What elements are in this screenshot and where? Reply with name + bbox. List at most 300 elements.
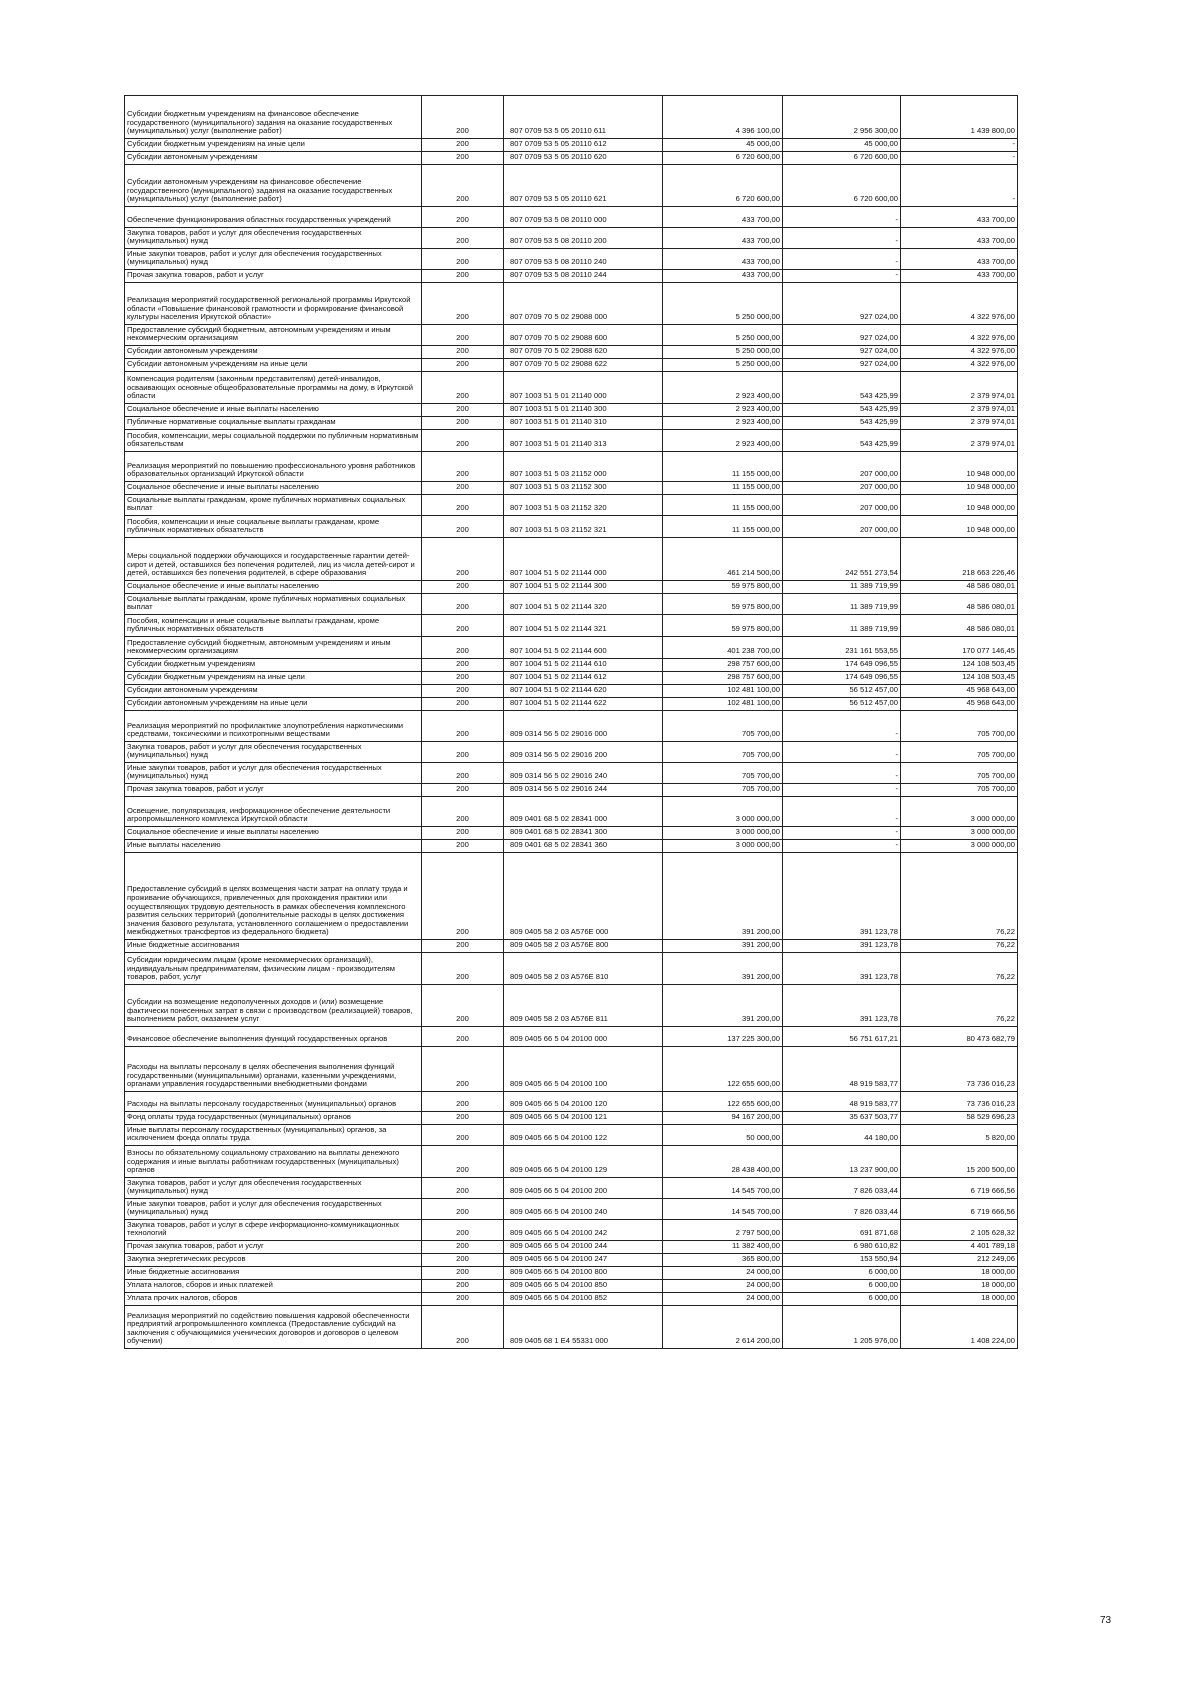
row-remaining-amount: 73 736 016,23 <box>901 1047 1018 1092</box>
row-kbk-cell: 807 0709 53 5 05 20110 611 <box>504 96 663 139</box>
row-remaining-amount: 2 379 974,01 <box>901 372 1018 404</box>
row-remaining-amount: 3 000 000,00 <box>901 840 1018 853</box>
row-kbk-cell: 809 0401 68 5 02 28341 300 <box>504 827 663 840</box>
table-row <box>125 417 1018 430</box>
row-name-cell: Пособия, компенсации и иные социальные выплаты гражданам, кроме публичных нормативных обязательств <box>125 615 422 637</box>
row-name-cell: Публичные нормативные социальные выплаты гражданам <box>125 417 422 430</box>
row-code-cell: 200 <box>422 840 504 853</box>
row-executed-amount: 391 123,78 <box>783 953 901 985</box>
row-executed-amount: - <box>783 840 901 853</box>
row-name-cell: Социальное обеспечение и иные выплаты населению <box>125 581 422 594</box>
table-row <box>125 404 1018 417</box>
row-name-cell: Уплата налогов, сборов и иных платежей <box>125 1280 422 1293</box>
row-code-cell: 200 <box>422 1146 504 1178</box>
row-kbk-cell: 809 0405 66 5 04 20100 242 <box>504 1220 663 1241</box>
row-kbk-cell: 809 0405 66 5 04 20100 800 <box>504 1267 663 1280</box>
row-code-cell: 200 <box>422 827 504 840</box>
row-code-cell: 200 <box>422 270 504 283</box>
row-plan-amount: 122 655 600,00 <box>663 1047 783 1092</box>
row-code-cell: 200 <box>422 165 504 207</box>
table-row <box>125 953 1018 985</box>
table-row <box>125 840 1018 853</box>
row-executed-amount: 543 425,99 <box>783 404 901 417</box>
row-plan-amount: 59 975 800,00 <box>663 615 783 637</box>
row-code-cell: 200 <box>422 372 504 404</box>
row-plan-amount: 102 481 100,00 <box>663 685 783 698</box>
row-remaining-amount: 48 586 080,01 <box>901 581 1018 594</box>
row-plan-amount: 11 155 000,00 <box>663 482 783 495</box>
table-row <box>125 1092 1018 1112</box>
row-plan-amount: 3 000 000,00 <box>663 840 783 853</box>
row-name-cell: Закупка товаров, работ и услуг в сфере информационно-коммуникационных технологий <box>125 1220 422 1241</box>
row-code-cell: 200 <box>422 1092 504 1112</box>
row-plan-amount: 705 700,00 <box>663 763 783 784</box>
row-name-cell: Прочая закупка товаров, работ и услуг <box>125 270 422 283</box>
row-remaining-amount: 705 700,00 <box>901 742 1018 763</box>
row-code-cell: 200 <box>422 1280 504 1293</box>
row-name-cell: Реализация мероприятий по содействию повышения кадровой обеспеченности предприятий агропромышленного комплекса (Предоставление субсидий на заключения с обучающимися ученических договоров и договоров о целевом обучении) <box>125 1306 422 1349</box>
row-name-cell: Субсидии бюджетным учреждениям на иные цели <box>125 672 422 685</box>
row-plan-amount: 2 923 400,00 <box>663 430 783 452</box>
row-executed-amount: 153 550,94 <box>783 1254 901 1267</box>
row-executed-amount: 11 389 719,99 <box>783 594 901 615</box>
table-row <box>125 685 1018 698</box>
row-name-cell: Социальное обеспечение и иные выплаты населению <box>125 482 422 495</box>
row-remaining-amount: 10 948 000,00 <box>901 482 1018 495</box>
row-code-cell: 200 <box>422 482 504 495</box>
row-remaining-amount: 18 000,00 <box>901 1267 1018 1280</box>
row-remaining-amount: 73 736 016,23 <box>901 1092 1018 1112</box>
row-remaining-amount: 76,22 <box>901 940 1018 953</box>
row-plan-amount: 3 000 000,00 <box>663 797 783 827</box>
row-code-cell: 200 <box>422 1178 504 1199</box>
table-row <box>125 659 1018 672</box>
row-plan-amount: 11 155 000,00 <box>663 495 783 516</box>
row-remaining-amount: 1 408 224,00 <box>901 1306 1018 1349</box>
budget-execution-table <box>124 95 1018 1349</box>
table-row <box>125 672 1018 685</box>
row-remaining-amount: 2 379 974,01 <box>901 404 1018 417</box>
row-plan-amount: 11 155 000,00 <box>663 452 783 482</box>
row-executed-amount: 48 919 583,77 <box>783 1092 901 1112</box>
row-name-cell: Субсидии бюджетным учреждениям на иные цели <box>125 139 422 152</box>
row-name-cell: Фонд оплаты труда государственных (муниципальных) органов <box>125 1112 422 1125</box>
row-remaining-amount: 2 105 628,32 <box>901 1220 1018 1241</box>
row-kbk-cell: 807 1004 51 5 02 21144 320 <box>504 594 663 615</box>
table-row <box>125 581 1018 594</box>
table-row <box>125 1027 1018 1047</box>
table-row <box>125 985 1018 1027</box>
row-code-cell: 200 <box>422 1254 504 1267</box>
row-remaining-amount: - <box>901 165 1018 207</box>
row-kbk-cell: 807 0709 53 5 05 20110 621 <box>504 165 663 207</box>
row-name-cell: Социальное обеспечение и иные выплаты населению <box>125 404 422 417</box>
row-code-cell: 200 <box>422 359 504 372</box>
row-plan-amount: 391 200,00 <box>663 985 783 1027</box>
row-name-cell: Иные закупки товаров, работ и услуг для обеспечения государственных (муниципальных) нужд <box>125 249 422 270</box>
row-name-cell: Прочая закупка товаров, работ и услуг <box>125 1241 422 1254</box>
row-kbk-cell: 809 0405 66 5 04 20100 247 <box>504 1254 663 1267</box>
row-plan-amount: 24 000,00 <box>663 1280 783 1293</box>
row-remaining-amount: 6 719 666,56 <box>901 1178 1018 1199</box>
row-kbk-cell: 807 1003 51 5 03 21152 320 <box>504 495 663 516</box>
row-kbk-cell: 807 0709 53 5 05 20110 612 <box>504 139 663 152</box>
row-code-cell: 200 <box>422 516 504 538</box>
row-kbk-cell: 809 0405 66 5 04 20100 120 <box>504 1092 663 1112</box>
row-plan-amount: 94 167 200,00 <box>663 1112 783 1125</box>
row-executed-amount: 6 720 600,00 <box>783 165 901 207</box>
row-name-cell: Пособия, компенсации и иные социальные выплаты гражданам, кроме публичных нормативных обязательств <box>125 516 422 538</box>
row-remaining-amount: 48 586 080,01 <box>901 594 1018 615</box>
row-name-cell: Расходы на выплаты персоналу в целях обеспечения выполнения функций государственными (муниципальными) органами, казенными учреждениями, органами управления государственными внебюджетными фондами <box>125 1047 422 1092</box>
row-kbk-cell: 807 1004 51 5 02 21144 300 <box>504 581 663 594</box>
row-executed-amount: 543 425,99 <box>783 372 901 404</box>
row-kbk-cell: 809 0314 56 5 02 29016 244 <box>504 784 663 797</box>
table-row <box>125 637 1018 659</box>
row-kbk-cell: 807 1003 51 5 03 21152 300 <box>504 482 663 495</box>
table-row <box>125 1047 1018 1092</box>
row-name-cell: Иные выплаты населению <box>125 840 422 853</box>
row-plan-amount: 4 396 100,00 <box>663 96 783 139</box>
row-plan-amount: 461 214 500,00 <box>663 538 783 581</box>
row-plan-amount: 24 000,00 <box>663 1267 783 1280</box>
table-row <box>125 430 1018 452</box>
row-code-cell: 200 <box>422 430 504 452</box>
row-code-cell: 200 <box>422 1293 504 1306</box>
row-executed-amount: 48 919 583,77 <box>783 1047 901 1092</box>
table-row <box>125 1306 1018 1349</box>
table-row <box>125 594 1018 615</box>
row-remaining-amount: 58 529 696,23 <box>901 1112 1018 1125</box>
row-plan-amount: 433 700,00 <box>663 249 783 270</box>
row-plan-amount: 59 975 800,00 <box>663 594 783 615</box>
row-plan-amount: 102 481 100,00 <box>663 698 783 711</box>
row-executed-amount: 927 024,00 <box>783 346 901 359</box>
row-remaining-amount: - <box>901 152 1018 165</box>
row-kbk-cell: 807 0709 53 5 08 20110 000 <box>504 207 663 228</box>
table-row <box>125 827 1018 840</box>
table-row <box>125 96 1018 139</box>
row-code-cell: 200 <box>422 404 504 417</box>
row-remaining-amount: 76,22 <box>901 985 1018 1027</box>
row-code-cell: 200 <box>422 615 504 637</box>
row-name-cell: Социальное обеспечение и иные выплаты населению <box>125 827 422 840</box>
row-executed-amount: - <box>783 797 901 827</box>
row-remaining-amount: - <box>901 139 1018 152</box>
table-row <box>125 346 1018 359</box>
row-remaining-amount: 4 322 976,00 <box>901 325 1018 346</box>
row-plan-amount: 59 975 800,00 <box>663 581 783 594</box>
row-remaining-amount: 18 000,00 <box>901 1280 1018 1293</box>
row-name-cell: Финансовое обеспечение выполнения функций государственных органов <box>125 1027 422 1047</box>
table-row <box>125 853 1018 940</box>
row-name-cell: Субсидии автономным учреждениям <box>125 346 422 359</box>
row-executed-amount: 207 000,00 <box>783 495 901 516</box>
row-plan-amount: 2 614 200,00 <box>663 1306 783 1349</box>
row-name-cell: Субсидии автономным учреждениям на иные цели <box>125 698 422 711</box>
table-row <box>125 1280 1018 1293</box>
row-plan-amount: 365 800,00 <box>663 1254 783 1267</box>
row-plan-amount: 433 700,00 <box>663 270 783 283</box>
row-executed-amount: 44 180,00 <box>783 1125 901 1146</box>
row-kbk-cell: 807 1003 51 5 03 21152 000 <box>504 452 663 482</box>
row-executed-amount: 927 024,00 <box>783 283 901 325</box>
row-plan-amount: 137 225 300,00 <box>663 1027 783 1047</box>
row-remaining-amount: 705 700,00 <box>901 711 1018 742</box>
row-code-cell: 200 <box>422 96 504 139</box>
row-remaining-amount: 1 439 800,00 <box>901 96 1018 139</box>
row-name-cell: Меры социальной поддержки обучающихся и государственные гарантии детей-сирот и детей, оставшихся без попечения родителей, лиц из числа детей-сирот и детей, оставшихся без попечения родителей, в сфере образования <box>125 538 422 581</box>
row-remaining-amount: 218 663 226,46 <box>901 538 1018 581</box>
row-code-cell: 200 <box>422 1199 504 1220</box>
row-code-cell: 200 <box>422 797 504 827</box>
row-code-cell: 200 <box>422 325 504 346</box>
row-code-cell: 200 <box>422 538 504 581</box>
row-remaining-amount: 45 968 643,00 <box>901 685 1018 698</box>
row-kbk-cell: 809 0405 58 2 03 A576E 800 <box>504 940 663 953</box>
row-kbk-cell: 807 0709 53 5 08 20110 240 <box>504 249 663 270</box>
row-executed-amount: 6 000,00 <box>783 1293 901 1306</box>
row-code-cell: 200 <box>422 1047 504 1092</box>
row-executed-amount: 45 000,00 <box>783 139 901 152</box>
table-row <box>125 784 1018 797</box>
row-executed-amount: 927 024,00 <box>783 325 901 346</box>
row-remaining-amount: 4 322 976,00 <box>901 359 1018 372</box>
row-executed-amount: 56 512 457,00 <box>783 685 901 698</box>
row-kbk-cell: 809 0401 68 5 02 28341 360 <box>504 840 663 853</box>
row-name-cell: Субсидии бюджетным учреждениям на финансовое обеспечение государственного (муниципального) задания на оказание государственных (муниципальных) услуг (выполнение работ) <box>125 96 422 139</box>
row-name-cell: Прочая закупка товаров, работ и услуг <box>125 784 422 797</box>
row-remaining-amount: 5 820,00 <box>901 1125 1018 1146</box>
row-code-cell: 200 <box>422 495 504 516</box>
row-code-cell: 200 <box>422 685 504 698</box>
row-name-cell: Субсидии бюджетным учреждениям <box>125 659 422 672</box>
row-plan-amount: 6 720 600,00 <box>663 152 783 165</box>
row-kbk-cell: 809 0405 66 5 04 20100 129 <box>504 1146 663 1178</box>
row-code-cell: 200 <box>422 853 504 940</box>
row-name-cell: Взносы по обязательному социальному страхованию на выплаты денежного содержания и иные выплаты работникам государственных (муниципальных) органов <box>125 1146 422 1178</box>
row-remaining-amount: 2 379 974,01 <box>901 430 1018 452</box>
row-code-cell: 200 <box>422 659 504 672</box>
row-code-cell: 200 <box>422 1306 504 1349</box>
row-plan-amount: 391 200,00 <box>663 953 783 985</box>
table-row <box>125 1293 1018 1306</box>
row-kbk-cell: 807 1004 51 5 02 21144 600 <box>504 637 663 659</box>
row-kbk-cell: 807 0709 70 5 02 29088 000 <box>504 283 663 325</box>
row-remaining-amount: 212 249,06 <box>901 1254 1018 1267</box>
row-plan-amount: 5 250 000,00 <box>663 359 783 372</box>
row-kbk-cell: 809 0401 68 5 02 28341 000 <box>504 797 663 827</box>
row-kbk-cell: 807 0709 70 5 02 29088 620 <box>504 346 663 359</box>
row-kbk-cell: 809 0405 66 5 04 20100 240 <box>504 1199 663 1220</box>
row-plan-amount: 28 438 400,00 <box>663 1146 783 1178</box>
row-name-cell: Субсидии на возмещение недополученных доходов и (или) возмещение фактически понесенных затрат в связи с производством (реализацией) товаров, выполнением работ, оказанием услуг <box>125 985 422 1027</box>
table-row <box>125 359 1018 372</box>
table-row <box>125 249 1018 270</box>
table-row <box>125 283 1018 325</box>
row-remaining-amount: 45 968 643,00 <box>901 698 1018 711</box>
row-name-cell: Закупка товаров, работ и услуг для обеспечения государственных (муниципальных) нужд <box>125 742 422 763</box>
row-executed-amount: 391 123,78 <box>783 853 901 940</box>
row-remaining-amount: 2 379 974,01 <box>901 417 1018 430</box>
row-plan-amount: 433 700,00 <box>663 228 783 249</box>
row-code-cell: 200 <box>422 417 504 430</box>
table-row <box>125 1241 1018 1254</box>
table-row <box>125 139 1018 152</box>
row-name-cell: Уплата прочих налогов, сборов <box>125 1293 422 1306</box>
row-name-cell: Реализация мероприятий государственной региональной программы Иркутской области «Повышение финансовой грамотности и формирование финансовой культуры населения Иркутской области» <box>125 283 422 325</box>
row-name-cell: Иные закупки товаров, работ и услуг для обеспечения государственных (муниципальных) нужд <box>125 763 422 784</box>
row-executed-amount: - <box>783 742 901 763</box>
row-executed-amount: 56 512 457,00 <box>783 698 901 711</box>
row-remaining-amount: 76,22 <box>901 853 1018 940</box>
row-executed-amount: 207 000,00 <box>783 482 901 495</box>
row-plan-amount: 122 655 600,00 <box>663 1092 783 1112</box>
row-kbk-cell: 807 0709 53 5 08 20110 200 <box>504 228 663 249</box>
row-executed-amount: 6 000,00 <box>783 1280 901 1293</box>
row-plan-amount: 24 000,00 <box>663 1293 783 1306</box>
row-plan-amount: 5 250 000,00 <box>663 283 783 325</box>
row-remaining-amount: 124 108 503,45 <box>901 659 1018 672</box>
table-row <box>125 325 1018 346</box>
row-plan-amount: 14 545 700,00 <box>663 1178 783 1199</box>
row-code-cell: 200 <box>422 594 504 615</box>
row-code-cell: 200 <box>422 581 504 594</box>
row-code-cell: 200 <box>422 698 504 711</box>
row-executed-amount: 11 389 719,99 <box>783 581 901 594</box>
row-code-cell: 200 <box>422 1220 504 1241</box>
row-kbk-cell: 809 0405 58 2 03 A576E 000 <box>504 853 663 940</box>
row-remaining-amount: 18 000,00 <box>901 1293 1018 1306</box>
table-row <box>125 482 1018 495</box>
row-executed-amount: - <box>783 270 901 283</box>
row-code-cell: 200 <box>422 763 504 784</box>
row-code-cell: 200 <box>422 139 504 152</box>
row-name-cell: Иные бюджетные ассигнования <box>125 940 422 953</box>
row-executed-amount: - <box>783 228 901 249</box>
row-plan-amount: 2 797 500,00 <box>663 1220 783 1241</box>
row-executed-amount: 6 980 610,82 <box>783 1241 901 1254</box>
row-remaining-amount: 15 200 500,00 <box>901 1146 1018 1178</box>
row-code-cell: 200 <box>422 249 504 270</box>
row-kbk-cell: 809 0405 66 5 04 20100 121 <box>504 1112 663 1125</box>
row-code-cell: 200 <box>422 228 504 249</box>
row-code-cell: 200 <box>422 346 504 359</box>
row-name-cell: Социальные выплаты гражданам, кроме публичных нормативных социальных выплат <box>125 495 422 516</box>
table-row <box>125 495 1018 516</box>
row-code-cell: 200 <box>422 940 504 953</box>
row-plan-amount: 5 250 000,00 <box>663 325 783 346</box>
row-name-cell: Реализация мероприятий по профилактике злоупотребления наркотическими средствами, токсическими и психотропными веществами <box>125 711 422 742</box>
row-name-cell: Субсидии автономным учреждениям на финансовое обеспечение государственного (муниципального) задания на оказание государственных (муниципальных) услуг (выполнение работ) <box>125 165 422 207</box>
row-kbk-cell: 809 0314 56 5 02 29016 240 <box>504 763 663 784</box>
row-executed-amount: - <box>783 711 901 742</box>
row-kbk-cell: 809 0405 58 2 03 A576E 811 <box>504 985 663 1027</box>
row-executed-amount: - <box>783 784 901 797</box>
row-kbk-cell: 809 0314 56 5 02 29016 200 <box>504 742 663 763</box>
row-kbk-cell: 807 1004 51 5 02 21144 000 <box>504 538 663 581</box>
row-remaining-amount: 433 700,00 <box>901 270 1018 283</box>
row-code-cell: 200 <box>422 1027 504 1047</box>
row-plan-amount: 2 923 400,00 <box>663 372 783 404</box>
row-executed-amount: - <box>783 207 901 228</box>
row-executed-amount: - <box>783 827 901 840</box>
row-kbk-cell: 809 0405 58 2 03 A576E 810 <box>504 953 663 985</box>
table-row <box>125 452 1018 482</box>
row-remaining-amount: 124 108 503,45 <box>901 672 1018 685</box>
row-name-cell: Субсидии автономным учреждениям <box>125 685 422 698</box>
row-kbk-cell: 807 1004 51 5 02 21144 612 <box>504 672 663 685</box>
row-executed-amount: 7 826 033,44 <box>783 1178 901 1199</box>
table-row <box>125 207 1018 228</box>
table-row <box>125 1220 1018 1241</box>
row-executed-amount: 207 000,00 <box>783 452 901 482</box>
row-remaining-amount: 3 000 000,00 <box>901 797 1018 827</box>
table-row <box>125 538 1018 581</box>
row-executed-amount: 174 649 096,55 <box>783 659 901 672</box>
row-plan-amount: 14 545 700,00 <box>663 1199 783 1220</box>
row-plan-amount: 45 000,00 <box>663 139 783 152</box>
row-executed-amount: 391 123,78 <box>783 940 901 953</box>
row-plan-amount: 5 250 000,00 <box>663 346 783 359</box>
row-kbk-cell: 807 1004 51 5 02 21144 610 <box>504 659 663 672</box>
row-executed-amount: 7 826 033,44 <box>783 1199 901 1220</box>
row-kbk-cell: 807 0709 53 5 05 20110 620 <box>504 152 663 165</box>
row-executed-amount: 543 425,99 <box>783 417 901 430</box>
row-remaining-amount: 3 000 000,00 <box>901 827 1018 840</box>
row-executed-amount: 6 720 600,00 <box>783 152 901 165</box>
row-name-cell: Субсидии автономным учреждениям на иные цели <box>125 359 422 372</box>
row-remaining-amount: 10 948 000,00 <box>901 495 1018 516</box>
row-plan-amount: 2 923 400,00 <box>663 404 783 417</box>
row-name-cell: Закупка товаров, работ и услуг для обеспечения государственных (муниципальных) нужд <box>125 1178 422 1199</box>
row-name-cell: Иные закупки товаров, работ и услуг для обеспечения государственных (муниципальных) нужд <box>125 1199 422 1220</box>
row-executed-amount: 56 751 617,21 <box>783 1027 901 1047</box>
row-code-cell: 200 <box>422 1267 504 1280</box>
table-row <box>125 940 1018 953</box>
row-kbk-cell: 809 0405 66 5 04 20100 200 <box>504 1178 663 1199</box>
row-kbk-cell: 809 0314 56 5 02 29016 000 <box>504 711 663 742</box>
row-plan-amount: 298 757 600,00 <box>663 672 783 685</box>
row-code-cell: 200 <box>422 637 504 659</box>
table-row <box>125 270 1018 283</box>
row-plan-amount: 2 923 400,00 <box>663 417 783 430</box>
row-remaining-amount: 433 700,00 <box>901 228 1018 249</box>
table-row <box>125 516 1018 538</box>
row-executed-amount: 6 000,00 <box>783 1267 901 1280</box>
row-kbk-cell: 809 0405 68 1 E4 55331 000 <box>504 1306 663 1349</box>
table-row <box>125 1146 1018 1178</box>
row-name-cell: Субсидии юридическим лицам (кроме некоммерческих организаций), индивидуальным предпринимателям, физическим лицам - производителям товаров, работ, услуг <box>125 953 422 985</box>
row-code-cell: 200 <box>422 985 504 1027</box>
row-executed-amount: 231 161 553,55 <box>783 637 901 659</box>
table-row <box>125 152 1018 165</box>
row-plan-amount: 401 238 700,00 <box>663 637 783 659</box>
row-executed-amount: 1 205 976,00 <box>783 1306 901 1349</box>
row-plan-amount: 50 000,00 <box>663 1125 783 1146</box>
row-kbk-cell: 807 1003 51 5 01 21140 313 <box>504 430 663 452</box>
row-code-cell: 200 <box>422 953 504 985</box>
row-remaining-amount: 48 586 080,01 <box>901 615 1018 637</box>
row-name-cell: Иные выплаты персоналу государственных (муниципальных) органов, за исключением фонда оплаты труда <box>125 1125 422 1146</box>
row-kbk-cell: 807 0709 70 5 02 29088 600 <box>504 325 663 346</box>
row-executed-amount: 35 637 503,77 <box>783 1112 901 1125</box>
table-row <box>125 165 1018 207</box>
table-row <box>125 1199 1018 1220</box>
row-kbk-cell: 809 0405 66 5 04 20100 122 <box>504 1125 663 1146</box>
row-kbk-cell: 807 1003 51 5 01 21140 300 <box>504 404 663 417</box>
table-row <box>125 698 1018 711</box>
